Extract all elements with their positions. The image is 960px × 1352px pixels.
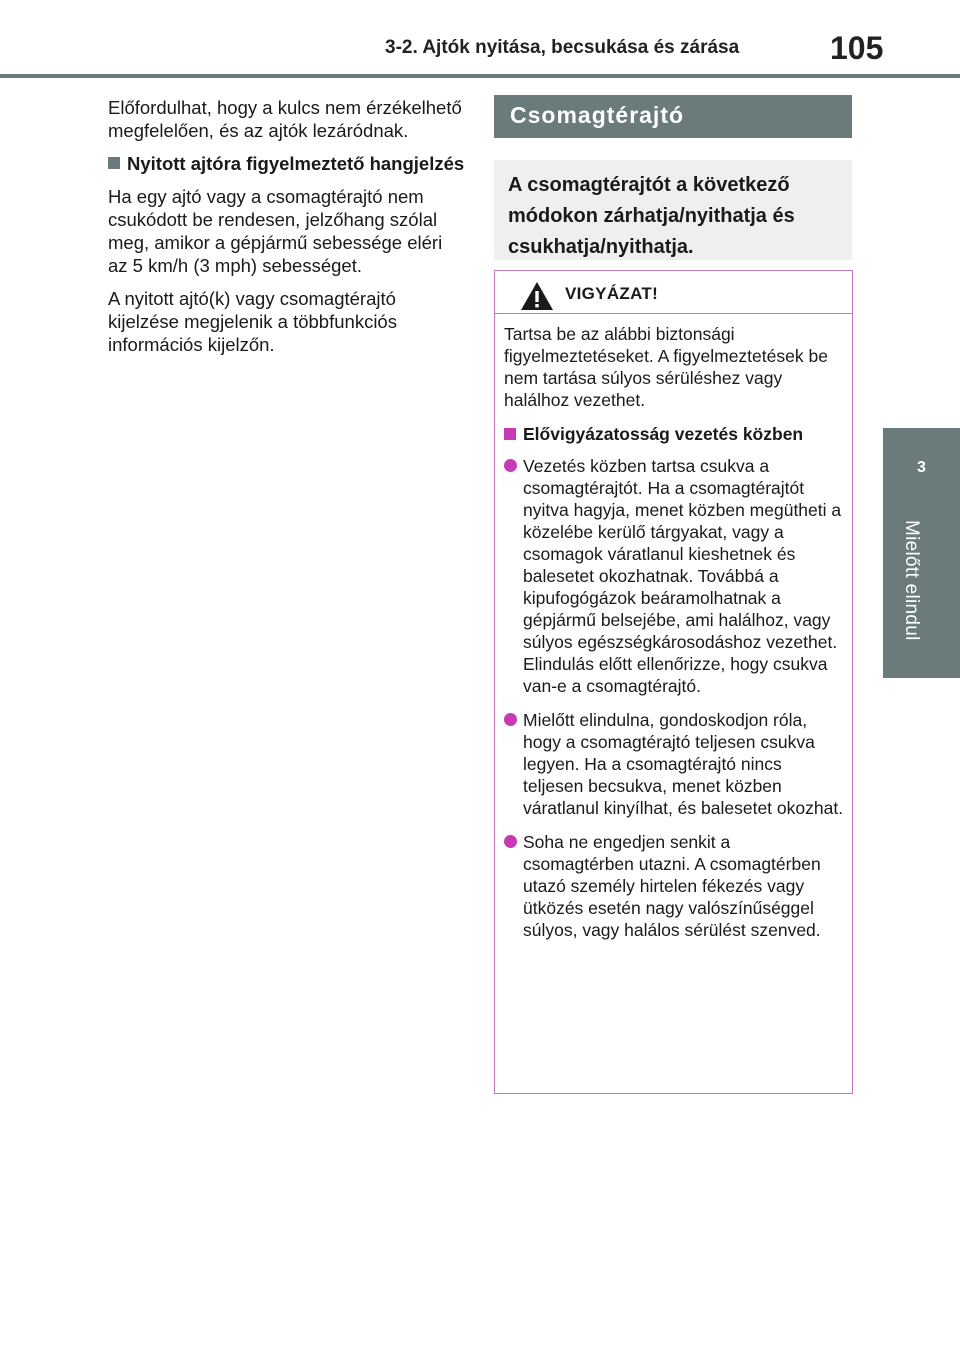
list-item-text: Vezetés közben tartsa csukva a csomagtérajtót. Ha a csomagtérajtót nyitva hagyja, menet közben megütheti a közelébe kerülő tárgyakat, vagy a csomagok váratlanul kieshetnek és balesetet okozhatnak. Továbbá a kipufogógázok beáramolhatnak a gépjármű belsejébe, ami halálhoz, vagy súlyos egészségkárosodáshoz vezethet. Elindulás előtt ellenőrizze, hogy csukva van-e a csomagtérajtó. (523, 456, 842, 696)
round-bullet-icon (504, 835, 517, 848)
page-number: 105 (830, 30, 884, 66)
list-item-text: Mielőtt elindulna, gondoskodjon róla, hogy a csomagtérajtó teljesen csukva legyen. Ha a csomagtérajtó nincs teljesen becsukva, menet közben váratlanul kinyílhat, és balesetet okozhat. (523, 710, 844, 818)
left-column (108, 96, 466, 366)
caution-box (494, 270, 853, 1094)
list-item-text: Soha ne engedjen senkit a csomagtérben utazni. A csomagtérben utazó személy hirtelen fékezés vagy ütközés esetén nagy valószínűséggel súlyos, vagy halálos sérülést szenved. (523, 832, 821, 940)
intro-text: A csomagtérajtót a következő módokon zárhatja/nyithatja és csukhatja/nyithatja. (508, 174, 795, 258)
round-bullet-icon (504, 459, 517, 472)
caution-subheading (504, 423, 844, 445)
square-bullet-icon (504, 428, 516, 440)
section-title-bar (494, 95, 852, 138)
list-item (504, 709, 844, 819)
paragraph: Ha egy ajtó vagy a csomagtérajtó nem csukódott be rendesen, jelzőhang szólal meg, amikor a gépjármű sebessége eléri az 5 km/h (3 mph) sebességet. (108, 186, 443, 276)
section-title: Csomagtérajtó (510, 102, 685, 128)
door-warning-subheading (108, 152, 466, 175)
list-item (504, 831, 844, 941)
header-section-title: 3-2. Ajtók nyitása, becsukása és zárása (385, 37, 740, 58)
square-bullet-icon (108, 157, 120, 169)
subheading-text: Elővigyázatosság vezetés közben (523, 424, 804, 444)
chapter-number: 3 (917, 459, 926, 476)
paragraph: A nyitott ajtó(k) vagy csomagtérajtó kijelzése megjelenik a többfunkciós információs kijelzőn. (108, 288, 397, 355)
subheading-text: Nyitott ajtóra figyelmeztető hangjelzés (127, 153, 465, 174)
caution-body (504, 323, 844, 953)
intro-paragraph: Előfordulhat, hogy a kulcs nem érzékelhető megfelelően, és az ajtók lezáródnak. (108, 97, 462, 141)
warning-triangle-icon (520, 281, 554, 311)
list-item (504, 455, 844, 697)
caution-header (495, 271, 852, 314)
intro-box (494, 160, 852, 260)
round-bullet-icon (504, 713, 517, 726)
chapter-label: Mielőtt elindul (901, 520, 922, 641)
caution-title: VIGYÁZAT! (565, 284, 659, 303)
caution-lead: Tartsa be az alábbi biztonsági figyelmeztetéseket. A figyelmeztetések be nem tartása súlyos sérüléshez vagy halálhoz vezethet. (504, 324, 828, 410)
header-divider (0, 74, 960, 78)
